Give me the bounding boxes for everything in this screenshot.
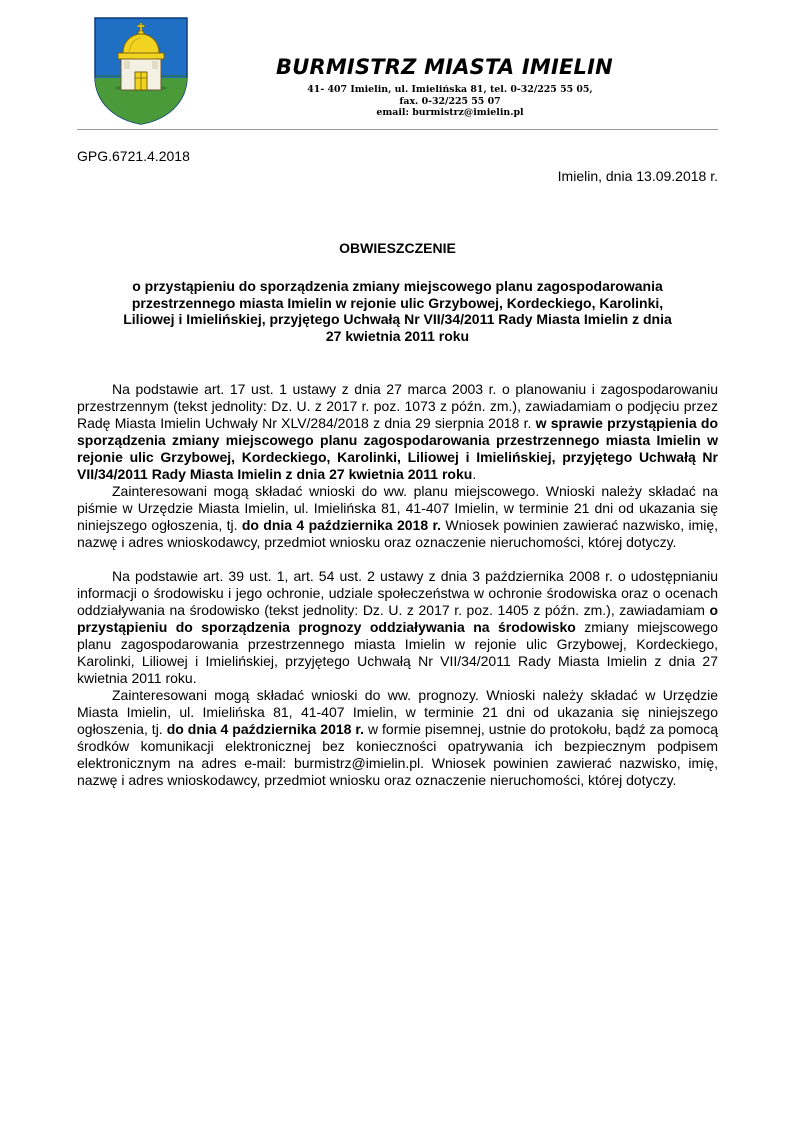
paragraph-text: Na podstawie art. 39 ust. 1, art. 54 ust. 2 ustawy z dnia 3 października 2008 r. o udostępnianiu informacji o środowisku i jego ochronie, udziale społeczeństwa w ochronie środowiska oraz o ocenach oddziaływania na środowisko (tekst jednolity: Dz. U. z 2017 r. poz. 1405 z późn. zm.), zawiadamiam [77, 568, 718, 618]
paragraph-text: . [472, 466, 477, 482]
paragraph-environmental-forecast [77, 568, 718, 687]
letterhead-contact [300, 84, 600, 119]
subject-line: o przystąpieniu do sporządzenia zmiany miejscowego planu zagospodarowania [132, 278, 663, 294]
document-title: OBWIESZCZENIE [339, 240, 456, 256]
paragraph-plan-requests [77, 483, 718, 551]
document-body [77, 381, 718, 789]
paragraph-text: w formie pisemnej, ustnie do protokołu, bądź za pomocą środków komunikacji elektronicznej bez konieczności opatrywania ich bezpiecznym podpisem elektronicznym na adres e-mail: burmistrz@imielin.pl. Wniosek powinien zawierać nazwisko, imię, nazwę i adres wnioskodawcy, przedmiot wniosku oraz oznaczenie nieruchomości, której dotyczy. [77, 721, 719, 788]
document-subject [77, 278, 718, 344]
coat-of-arms-icon [93, 16, 189, 126]
paragraph-bold-text: o przystąpieniu do sporządzenia prognozy oddziaływania na środowisko [77, 602, 718, 635]
deadline-text: do dnia 4 października 2018 r. [241, 517, 442, 533]
letterhead-title: BURMISTRZ MIASTA IMIELIN [276, 55, 613, 79]
paragraph-resolution [77, 381, 718, 483]
paragraph-text: zmiany miejscowego planu zagospodarowania przestrzennego miasta Imielin w rejonie ulic Grzybowej, Kordeckiego, Karolinki, Liliowej i Imielińskiej, przyjętego Uchwałą Nr VII/34/2011 Rady Miasta Imielin z dnia 27 kwietnia 2011 roku. [77, 619, 719, 686]
address-line: 41- 407 Imielin, ul. Imielińska 81, tel. 0-32/225 55 05, [307, 84, 593, 95]
paragraph-gap [77, 551, 718, 568]
paragraph-text: Na podstawie art. 17 ust. 1 ustawy z dnia 27 marca 2003 r. o planowaniu i zagospodarowaniu przestrzennym (tekst jednolity: Dz. U. z 2017 r. poz. 1073 z późn. zm.), zawiadamiam o podjęciu przez Radę Miasta Imielin Uchwały Nr XLV/284/2018 z dnia 29 sierpnia 2018 r. [77, 381, 718, 431]
fax-line: fax. 0-32/225 55 07 [399, 95, 501, 107]
subject-line: Liliowej i Imielińskiej, przyjętego Uchwałą Nr VII/34/2011 Rady Miasta Imielin z dnia [123, 311, 672, 327]
email-line: email: burmistrz@imielin.pl [376, 107, 524, 118]
paragraph-text: Wniosek powinien zawierać nazwisko, imię, nazwę i adres wnioskodawcy, przedmiot wniosku oraz oznaczenie nieruchomości, której dotyczy. [77, 517, 719, 550]
subject-line: 27 kwietnia 2011 roku [325, 327, 470, 344]
subject-line: przestrzennego miasta Imielin w rejonie ulic Grzybowej, Kordeckiego, Karolinki, [131, 294, 664, 311]
header-divider [77, 129, 718, 130]
place-date: Imielin, dnia 13.09.2018 r. [557, 168, 718, 184]
paragraph-bold-text: w sprawie przystąpienia do sporządzenia zmiany miejscowego planu zagospodarowania przestrzennego miasta Imielin w rejonie ulic Grzybowej, Kordeckiego, Karolinki, Liliowej i Imielińskiej, przyjętego Uchwałą Nr VII/34/2011 Rady Miasta Imielin z dnia 27 kwietnia 2011 roku [77, 415, 719, 482]
paragraph-forecast-requests [77, 687, 718, 789]
paragraph-text: Zainteresowani mogą składać wnioski do ww. prognozy. Wnioski należy składać w Urzędzie Miasta Imielin, ul. Imielińska 81, 41-407 Imielin, w terminie 21 dni od ukazania się niniejszego ogłoszenia, tj. [77, 687, 718, 737]
reference-number: GPG.6721.4.2018 [77, 148, 190, 164]
deadline-text: do dnia 4 października 2018 r. [166, 721, 364, 737]
paragraph-text: Zainteresowani mogą składać wnioski do ww. planu miejscowego. Wnioski należy składać na piśmie w Urzędzie Miasta Imielin, ul. Imielińska 81, 41-407 Imielin, w terminie 21 dni od ukazania się niniejszego ogłoszenia, tj. [77, 483, 718, 533]
